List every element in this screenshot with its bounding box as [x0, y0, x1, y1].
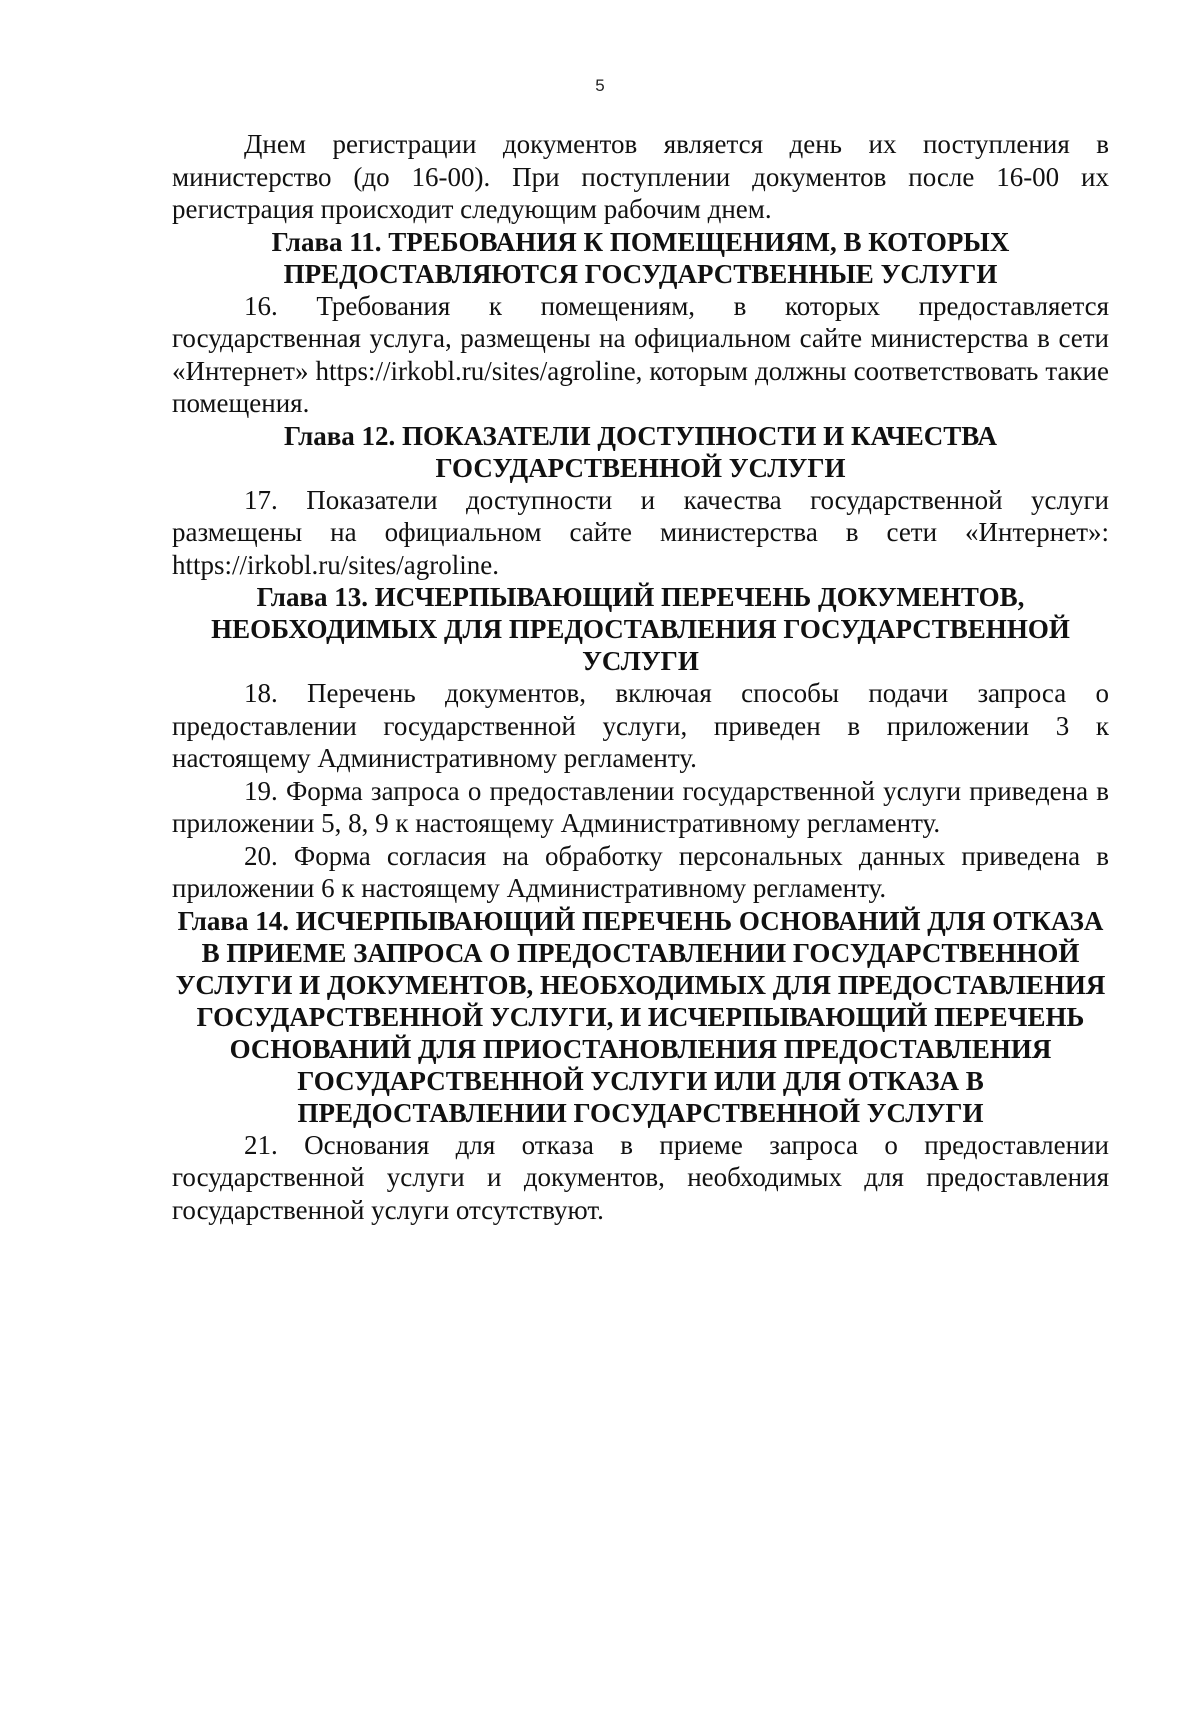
chapter-12-heading: Глава 12. ПОКАЗАТЕЛИ ДОСТУПНОСТИ И КАЧЕСТВА ГОСУДАРСТВЕННОЙ УСЛУГИ — [283, 420, 998, 483]
paragraph-17: 17. Показатели доступности и качества государственной услуги размещены на официальном сайте министерства в сети «Интернет»: https://irkobl.ru/sites/agroline. — [172, 484, 1109, 580]
paragraph-19: 19. Форма запроса о предоставлении государственной услуги приведена в приложении 5, 8, 9 к настоящему Административному регламенту. — [172, 775, 1109, 838]
registration-paragraph: Днем регистрации документов является день их поступления в министерство (до 16-00). При поступлении документов после 16-00 их регистрация происходит следующим рабочим днем. — [172, 129, 1109, 224]
paragraph-21: 21. Основания для отказа в приеме запроса о предоставлении государственной услуги и документов, необходимых для предоставления государственной услуги отсутствуют. — [172, 1129, 1109, 1225]
chapter-14-heading: Глава 14. ИСЧЕРПЫВАЮЩИЙ ПЕРЕЧЕНЬ ОСНОВАНИЙ ДЛЯ ОТКАЗА В ПРИЕМЕ ЗАПРОСА О ПРЕДОСТАВЛЕНИИ ГОСУДАРСТВЕННОЙ УСЛУГИ И ДОКУМЕНТОВ, НЕОБХОДИМЫХ ДЛЯ ПРЕДОСТАВЛЕНИЯ ГОСУДАРСТВЕННОЙ УСЛУГИ, И ИСЧЕРПЫВАЮЩИЙ ПЕРЕЧЕНЬ ОСНОВАНИЙ ДЛЯ ПРИОСТАНОВЛЕНИЯ ПРЕДОСТАВЛЕНИЯ ГОСУДАРСТВЕННОЙ УСЛУГИ ИЛИ ДЛЯ ОТКАЗА В ПРЕДОСТАВЛЕНИИ ГОСУДАРСТВЕННОЙ УСЛУГИ — [175, 905, 1106, 1128]
chapter-13-heading: Глава 13. ИСЧЕРПЫВАЮЩИЙ ПЕРЕЧЕНЬ ДОКУМЕНТОВ, НЕОБХОДИМЫХ ДЛЯ ПРЕДОСТАВЛЕНИЯ ГОСУДАРСТВЕННОЙ УСЛУГИ — [211, 582, 1070, 676]
chapter-11-heading: Глава 11. ТРЕБОВАНИЯ К ПОМЕЩЕНИЯМ, В КОТОРЫХ ПРЕДОСТАВЛЯЮТСЯ ГОСУДАРСТВЕННЫЕ УСЛУГИ — [271, 226, 1010, 289]
paragraph-16: 16. Требования к помещениям, в которых предоставляется государственная услуга, размещены на официальном сайте министерства в сети «Интернет» https://irkobl.ru/sites/agroline, которым должны соответствовать такие помещения. — [172, 290, 1109, 418]
document-body — [172, 128, 1109, 1226]
page-number: 5 — [595, 76, 605, 95]
paragraph-20: 20. Форма согласия на обработку персональных данных приведена в приложении 6 к настоящему Административному регламенту. — [172, 840, 1109, 903]
paragraph-18: 18. Перечень документов, включая способы подачи запроса о предоставлении государственной услуги, приведен в приложении 3 к настоящему Административному регламенту. — [172, 678, 1109, 773]
